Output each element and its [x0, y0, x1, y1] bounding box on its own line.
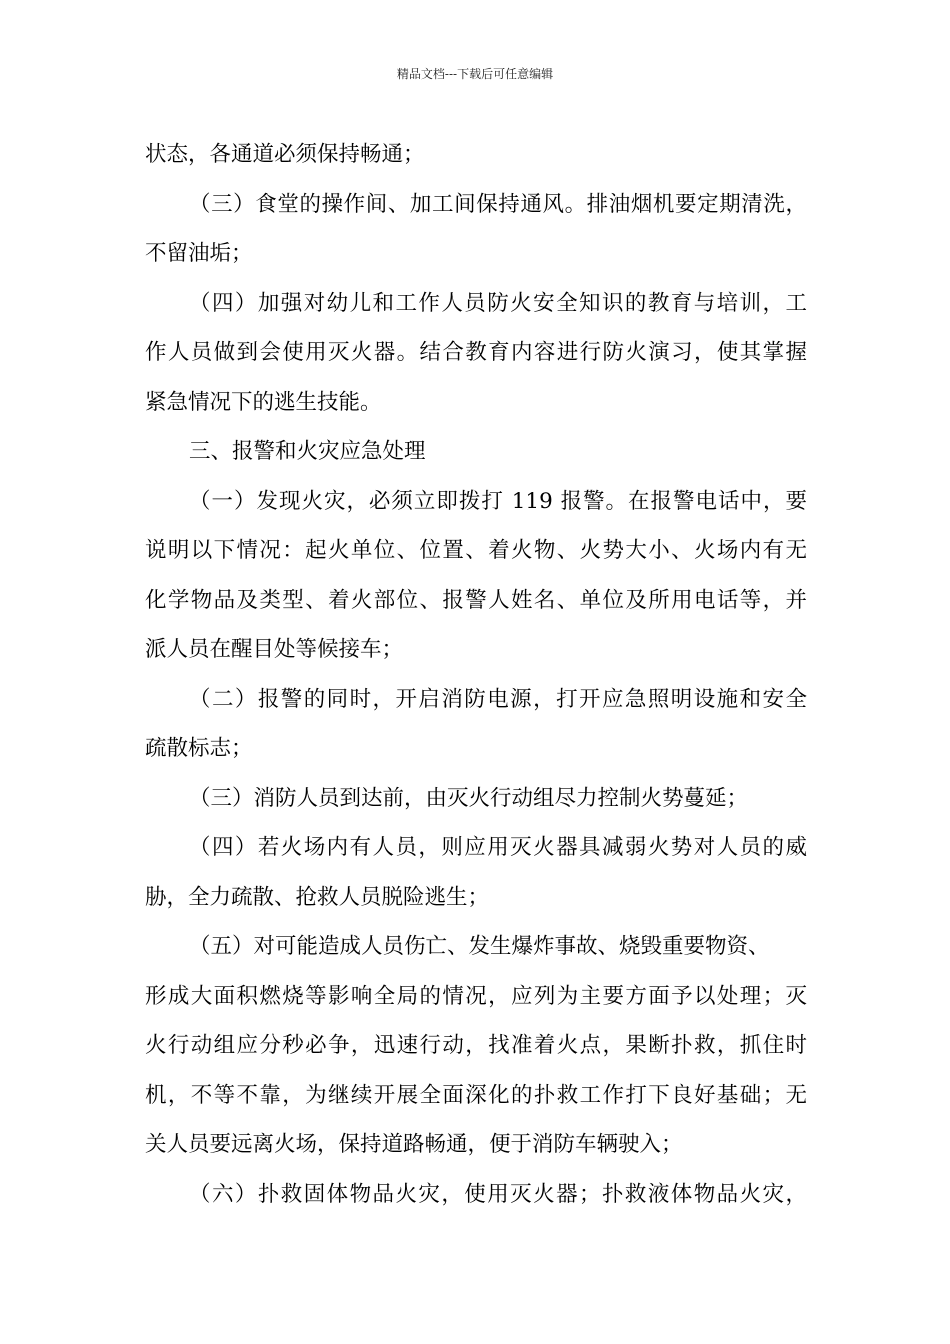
text-line: 不留油垢；	[145, 241, 253, 266]
text-line: 说明以下情况：起火单位、位置、着火物、火势大小、火场内有无	[145, 538, 807, 563]
text-line: 紧急情况下的逃生技能。	[145, 389, 382, 415]
text-line: （三）消防人员到达前，由灭火行动组尽力控制火势蔓延；	[189, 785, 749, 811]
text-line: 胁，全力疏散、抢救人员脱险逃生；	[145, 884, 490, 910]
text-line: 疏散标志；	[145, 736, 253, 761]
section-heading: 三、报警和火灾应急处理	[189, 439, 426, 464]
text-line: 作人员做到会使用灭火器。结合教育内容进行防火演习，使其掌握	[145, 340, 807, 365]
text-line: 火行动组应分秒必争，迅速行动，找准着火点，果断扑救，抓住时	[145, 1033, 807, 1058]
text-line: （四）若火场内有人员，则应用灭火器具减弱火势对人员的威	[189, 835, 807, 860]
text-line: （三）食堂的操作间、加工间保持通风。排油烟机要定期清洗，	[189, 191, 807, 217]
text-line: （五）对可能造成人员伤亡、发生爆炸事故、烧毁重要物资、	[189, 934, 770, 959]
text-line: 关人员要远离火场，保持道路畅通，便于消防车辆驶入；	[145, 1132, 683, 1157]
text-line: 状态，各通道必须保持畅通；	[145, 142, 425, 167]
text-line: （一）发现火灾，必须立即拨打 119 报警。在报警电话中，要	[189, 488, 807, 514]
text-line: （二）报警的同时，开启消防电源，打开应急照明设施和安全	[189, 686, 807, 712]
text-line: （六）扑救固体物品火灾，使用灭火器；扑救液体物品火灾，	[189, 1181, 807, 1207]
text-line: （四）加强对幼儿和工作人员防火安全知识的教育与培训，工	[189, 290, 807, 316]
text-line: 化学物品及类型、着火部位、报警人姓名、单位及所用电话等，并	[145, 587, 807, 613]
text-line: 派人员在醒目处等候接车；	[145, 637, 404, 662]
text-line: 机，不等不靠，为继续开展全面深化的扑救工作打下良好基础；无	[145, 1082, 807, 1108]
text-line: 形成大面积燃烧等影响全局的情况，应列为主要方面予以处理；灭	[145, 983, 807, 1009]
document-body	[145, 130, 807, 1219]
page-header: 精品文档---下载后可任意编辑	[396, 67, 554, 81]
